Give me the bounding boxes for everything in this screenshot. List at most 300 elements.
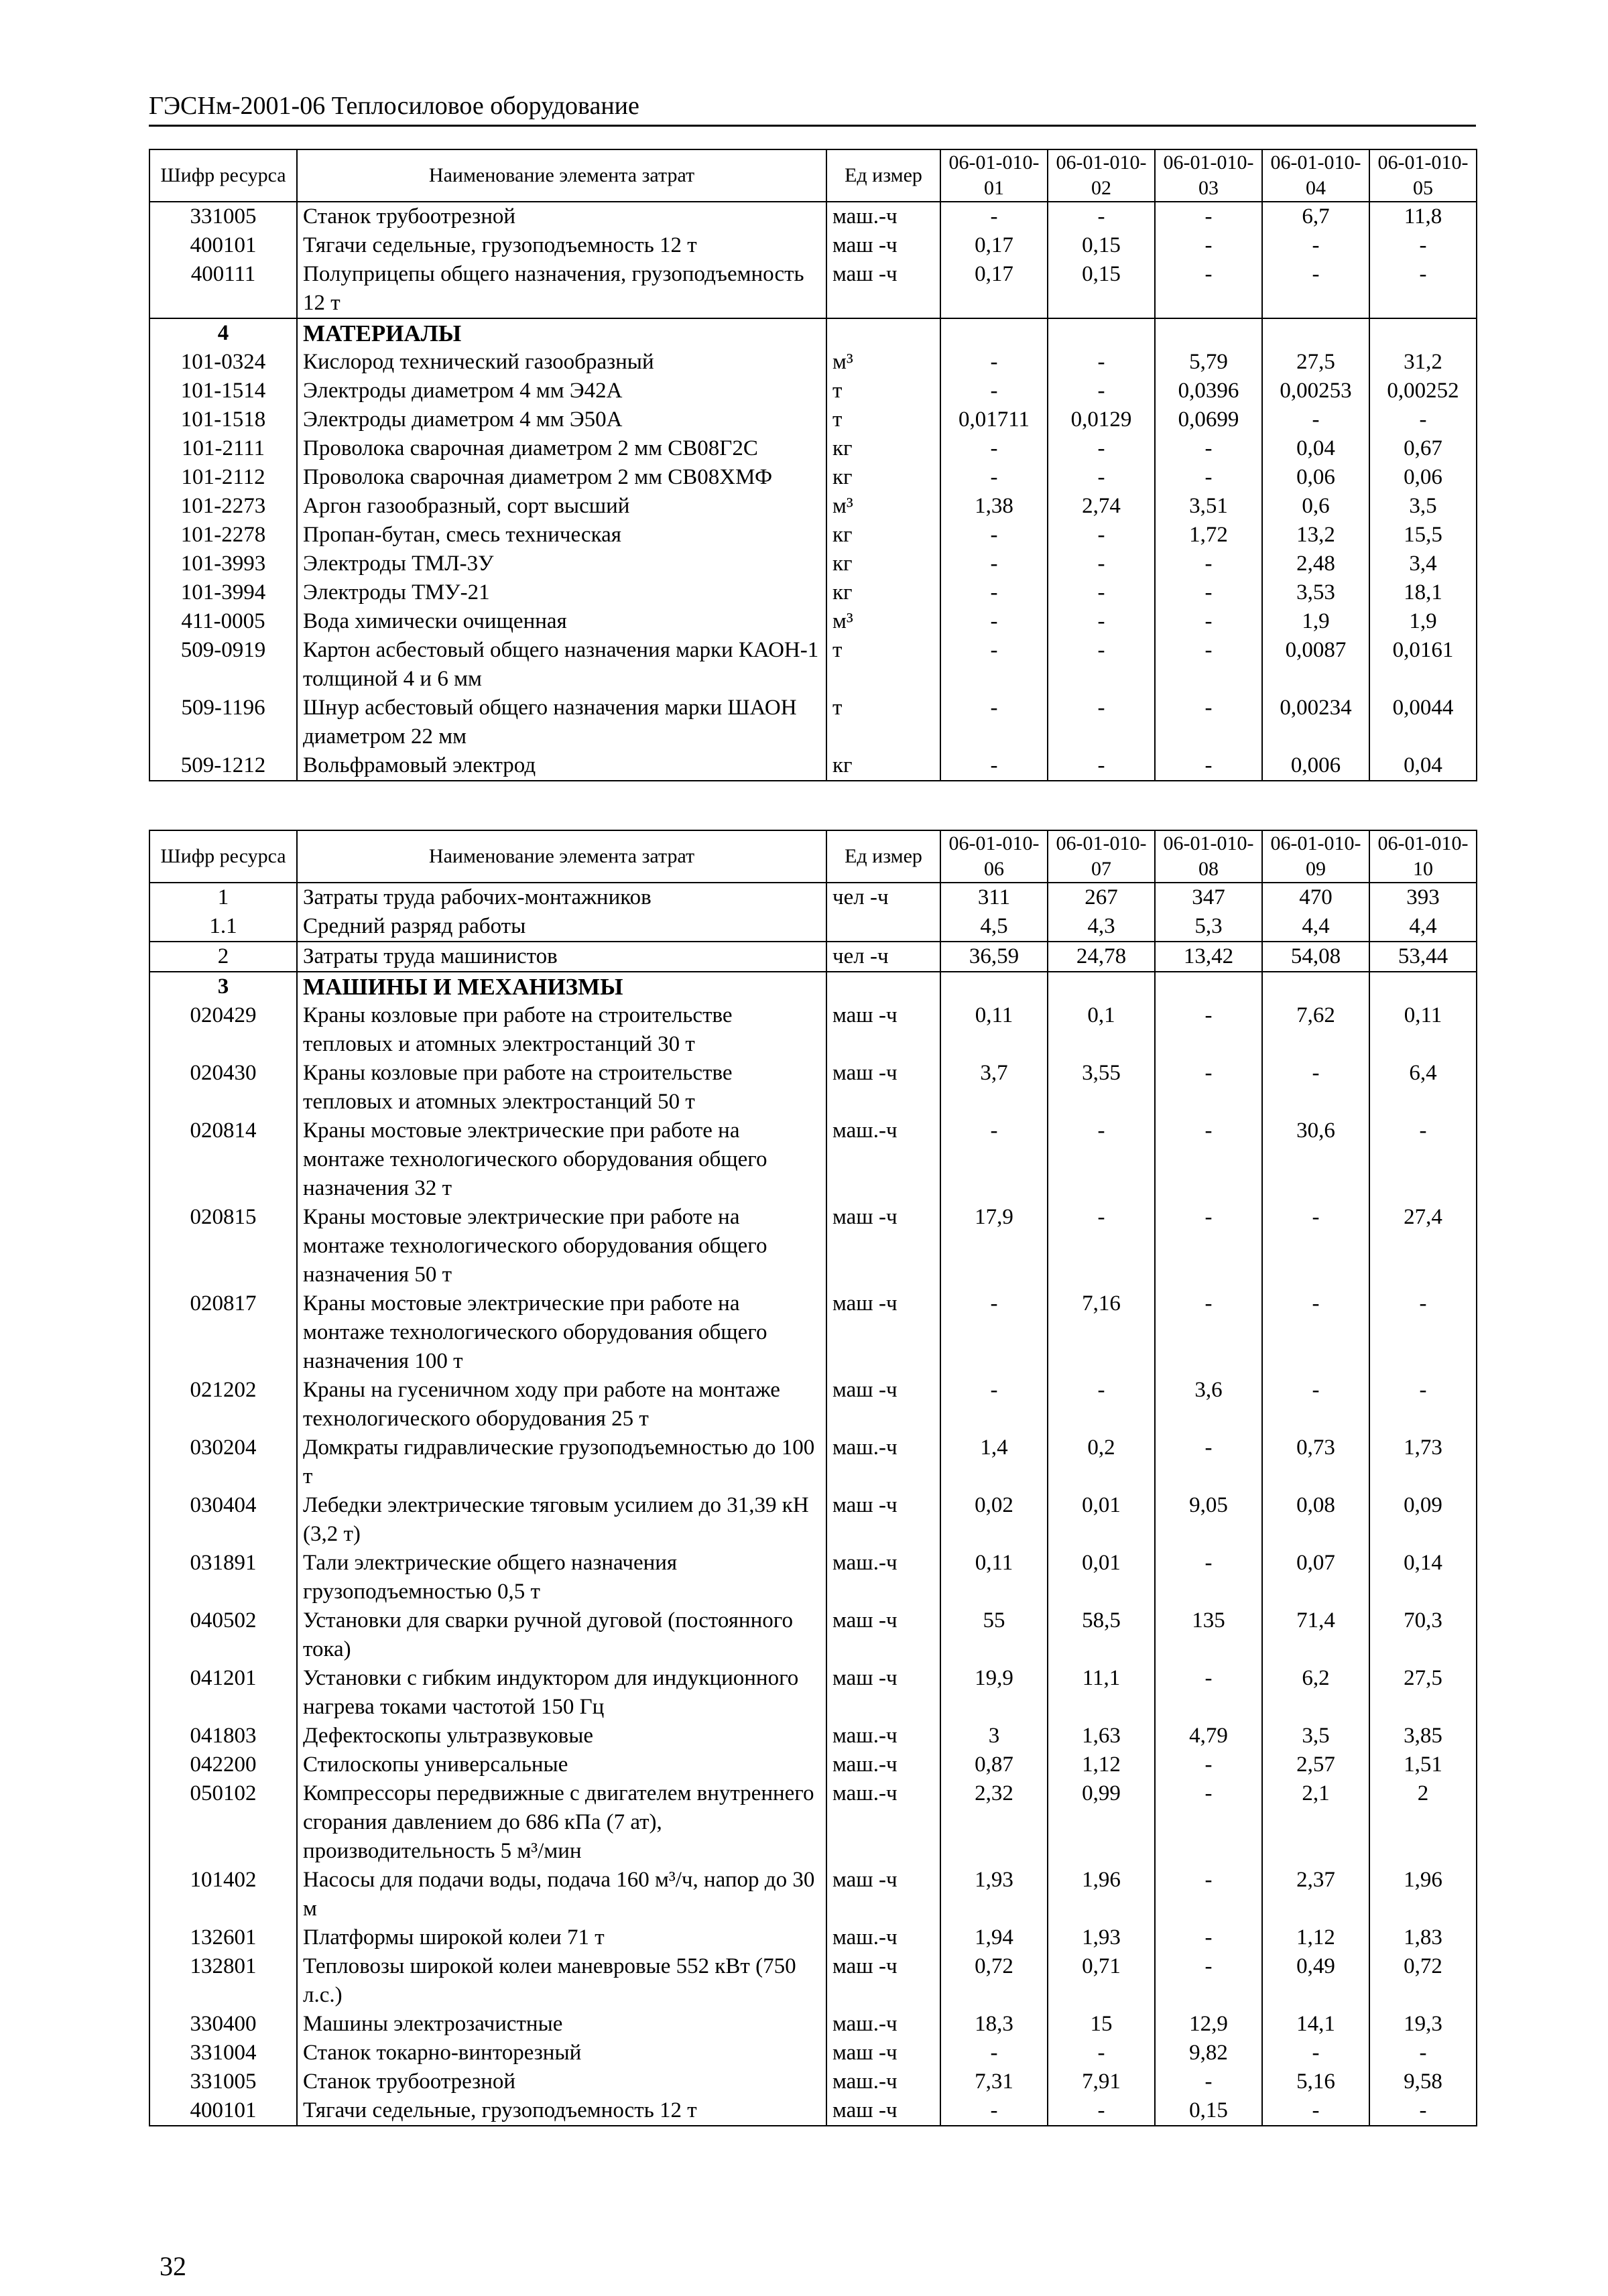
value-cell: 0,01 <box>1048 1491 1155 1549</box>
unit-cell: чел -ч <box>826 942 940 972</box>
unit-cell: кг <box>826 434 940 463</box>
value-cell: - <box>940 1289 1048 1376</box>
value-cell: 9,82 <box>1155 2039 1262 2067</box>
table-row <box>149 405 1477 434</box>
value-cell: 0,73 <box>1262 1433 1369 1491</box>
value-cell: 36,59 <box>940 942 1048 972</box>
unit-cell: маш.-ч <box>826 1117 940 1203</box>
value-cell: 0,72 <box>940 1952 1048 2010</box>
table-row <box>149 1779 1477 1866</box>
column-header: 06-01-010-03 <box>1155 149 1262 202</box>
value-cell: 0,0161 <box>1369 636 1477 694</box>
value-cell: 1,72 <box>1155 521 1262 550</box>
value-cell: - <box>1155 607 1262 636</box>
value-cell: 13,42 <box>1155 942 1262 972</box>
resource-name-cell: Затраты труда рабочих-монтажников <box>297 883 826 912</box>
resource-code-cell: 3 <box>149 972 297 1001</box>
value-cell: - <box>1155 1750 1262 1779</box>
table-row <box>149 1001 1477 1059</box>
value-cell: - <box>1048 348 1155 377</box>
value-cell: 14,1 <box>1262 2010 1369 2039</box>
value-cell: 0,72 <box>1369 1952 1477 2010</box>
value-cell: 1,12 <box>1262 1923 1369 1952</box>
resource-code-cell: 101-3993 <box>149 550 297 578</box>
unit-cell <box>826 318 940 348</box>
value-cell: 11,8 <box>1369 202 1477 231</box>
value-cell: 19,3 <box>1369 2010 1477 2039</box>
value-cell: 0,0129 <box>1048 405 1155 434</box>
table-row <box>149 1289 1477 1376</box>
value-cell <box>1048 318 1155 348</box>
value-cell: - <box>940 202 1048 231</box>
value-cell: - <box>940 434 1048 463</box>
value-cell: 1,96 <box>1369 1866 1477 1923</box>
unit-cell: маш -ч <box>826 1606 940 1664</box>
resource-name-cell: Тали электрические общего назначения грузоподъемностью 0,5 т <box>297 1549 826 1606</box>
resource-name-cell: Пропан-бутан, смесь техническая <box>297 521 826 550</box>
value-cell: 4,3 <box>1048 912 1155 942</box>
resource-code-cell: 101-2273 <box>149 492 297 521</box>
unit-cell: маш.-ч <box>826 202 940 231</box>
column-header: 06-01-010-01 <box>940 149 1048 202</box>
unit-cell <box>826 972 940 1001</box>
resource-code-cell: 1 <box>149 883 297 912</box>
value-cell: - <box>1048 607 1155 636</box>
resource-code-cell: 031891 <box>149 1549 297 1606</box>
page-title: ГЭСНм-2001-06 Теплосиловое оборудование <box>149 92 639 120</box>
value-cell: 4,79 <box>1155 1722 1262 1750</box>
value-cell: 3 <box>940 1722 1048 1750</box>
table-row <box>149 348 1477 377</box>
value-cell: - <box>1048 1376 1155 1433</box>
value-cell: 1,9 <box>1262 607 1369 636</box>
table-row <box>149 492 1477 521</box>
value-cell: - <box>1369 405 1477 434</box>
resource-code-cell: 030404 <box>149 1491 297 1549</box>
value-cell <box>1262 972 1369 1001</box>
value-cell: - <box>1155 1289 1262 1376</box>
resource-name-cell: Средний разряд работы <box>297 912 826 942</box>
unit-cell: маш -ч <box>826 1001 940 1059</box>
value-cell: - <box>1048 578 1155 607</box>
value-cell <box>940 318 1048 348</box>
table-row <box>149 912 1477 942</box>
resource-name-cell: Полуприцепы общего назначения, грузоподъемность 12 т <box>297 260 826 318</box>
table-row <box>149 694 1477 751</box>
table-row <box>149 260 1477 318</box>
value-cell: - <box>1262 1376 1369 1433</box>
value-cell: 0,04 <box>1262 434 1369 463</box>
resource-code-cell: 020429 <box>149 1001 297 1059</box>
table-row <box>149 1664 1477 1722</box>
table-row <box>149 1866 1477 1923</box>
value-cell: 0,87 <box>940 1750 1048 1779</box>
value-cell: 0,15 <box>1048 231 1155 260</box>
unit-cell: т <box>826 405 940 434</box>
unit-cell: маш.-ч <box>826 1779 940 1866</box>
unit-cell: маш.-ч <box>826 1433 940 1491</box>
resource-name-cell: Проволока сварочная диаметром 2 мм СВ08ХМФ <box>297 463 826 492</box>
table-row <box>149 883 1477 912</box>
unit-cell: маш.-ч <box>826 1549 940 1606</box>
value-cell: 13,2 <box>1262 521 1369 550</box>
value-cell <box>940 972 1048 1001</box>
table-row <box>149 1117 1477 1203</box>
value-cell: - <box>1048 694 1155 751</box>
resource-code-cell: 041201 <box>149 1664 297 1722</box>
table-row <box>149 1491 1477 1549</box>
value-cell: - <box>1369 2039 1477 2067</box>
unit-cell: м³ <box>826 348 940 377</box>
value-cell: - <box>940 2039 1048 2067</box>
value-cell: 71,4 <box>1262 1606 1369 1664</box>
value-cell: 6,4 <box>1369 1059 1477 1117</box>
value-cell: - <box>940 550 1048 578</box>
table-row <box>149 942 1477 972</box>
value-cell: - <box>1155 2067 1262 2096</box>
value-cell: - <box>1048 434 1155 463</box>
resource-code-cell: 021202 <box>149 1376 297 1433</box>
value-cell: - <box>1155 1779 1262 1866</box>
value-cell: 1,4 <box>940 1433 1048 1491</box>
value-cell: - <box>1048 751 1155 781</box>
value-cell: 1,38 <box>940 492 1048 521</box>
resource-code-cell: 400101 <box>149 2096 297 2126</box>
value-cell: - <box>1155 260 1262 318</box>
table-row <box>149 231 1477 260</box>
value-cell: 7,91 <box>1048 2067 1155 2096</box>
resource-name-cell: Краны козловые при работе на строительстве тепловых и атомных электростанций 30 т <box>297 1001 826 1059</box>
resource-name-cell: Электроды диаметром 4 мм Э42А <box>297 377 826 405</box>
value-cell: - <box>1048 2039 1155 2067</box>
resource-name-cell: Электроды диаметром 4 мм Э50А <box>297 405 826 434</box>
table-row <box>149 2039 1477 2067</box>
value-cell: - <box>1048 1203 1155 1289</box>
value-cell: - <box>1155 231 1262 260</box>
value-cell: - <box>1155 1433 1262 1491</box>
value-cell: 4,4 <box>1262 912 1369 942</box>
resource-code-cell: 509-1212 <box>149 751 297 781</box>
value-cell: - <box>1369 1117 1477 1203</box>
value-cell: 58,5 <box>1048 1606 1155 1664</box>
table-row <box>149 1722 1477 1750</box>
resource-code-cell: 101402 <box>149 1866 297 1923</box>
unit-cell: маш.-ч <box>826 2067 940 2096</box>
page-header <box>149 91 1476 127</box>
resource-code-cell: 042200 <box>149 1750 297 1779</box>
value-cell: 0,00253 <box>1262 377 1369 405</box>
value-cell: 1,96 <box>1048 1866 1155 1923</box>
resource-name-cell: Электроды ТМЛ-3У <box>297 550 826 578</box>
value-cell: 0,09 <box>1369 1491 1477 1549</box>
table-row <box>149 550 1477 578</box>
table-row <box>149 607 1477 636</box>
table-row <box>149 463 1477 492</box>
value-cell: 9,58 <box>1369 2067 1477 2096</box>
value-cell: 27,4 <box>1369 1203 1477 1289</box>
column-header: 06-01-010-10 <box>1369 830 1477 883</box>
value-cell: 5,3 <box>1155 912 1262 942</box>
resource-code-cell: 050102 <box>149 1779 297 1866</box>
resource-code-cell: 101-0324 <box>149 348 297 377</box>
value-cell: 267 <box>1048 883 1155 912</box>
unit-cell: маш -ч <box>826 2039 940 2067</box>
value-cell: 53,44 <box>1369 942 1477 972</box>
value-cell: 3,51 <box>1155 492 1262 521</box>
value-cell: - <box>1155 1664 1262 1722</box>
unit-cell: маш.-ч <box>826 2010 940 2039</box>
value-cell: 1,93 <box>940 1866 1048 1923</box>
resource-name-cell: Лебедки электрические тяговым усилием до 31,39 кН (3,2 т) <box>297 1491 826 1549</box>
value-cell: 6,7 <box>1262 202 1369 231</box>
column-header: Наименование элемента затрат <box>297 149 826 202</box>
resource-code-cell: 331004 <box>149 2039 297 2067</box>
value-cell: 1,93 <box>1048 1923 1155 1952</box>
value-cell: 0,07 <box>1262 1549 1369 1606</box>
value-cell: - <box>1155 751 1262 781</box>
resource-name-cell: Электроды ТМУ-21 <box>297 578 826 607</box>
value-cell: 70,3 <box>1369 1606 1477 1664</box>
column-header: 06-01-010-08 <box>1155 830 1262 883</box>
value-cell: 0,0396 <box>1155 377 1262 405</box>
unit-cell: маш -ч <box>826 1491 940 1549</box>
column-header: 06-01-010-06 <box>940 830 1048 883</box>
value-cell: 0,02 <box>940 1491 1048 1549</box>
value-cell: - <box>940 607 1048 636</box>
resource-code-cell: 020430 <box>149 1059 297 1117</box>
table-row <box>149 2010 1477 2039</box>
resource-name-cell: МАШИНЫ И МЕХАНИЗМЫ <box>297 972 826 1001</box>
value-cell: - <box>1155 1059 1262 1117</box>
unit-cell: маш.-ч <box>826 1923 940 1952</box>
value-cell: - <box>1155 202 1262 231</box>
table-row <box>149 1750 1477 1779</box>
table-row <box>149 1952 1477 2010</box>
value-cell: 1,94 <box>940 1923 1048 1952</box>
table-row <box>149 1203 1477 1289</box>
resource-name-cell: Насосы для подачи воды, подача 160 м³/ч, напор до 30 м <box>297 1866 826 1923</box>
value-cell: - <box>940 636 1048 694</box>
value-cell: 2,1 <box>1262 1779 1369 1866</box>
resource-code-cell: 1.1 <box>149 912 297 942</box>
unit-cell <box>826 912 940 942</box>
value-cell: 5,16 <box>1262 2067 1369 2096</box>
value-cell: - <box>1048 550 1155 578</box>
resource-name-cell: Машины электрозачистные <box>297 2010 826 2039</box>
column-header: Ед измер <box>826 830 940 883</box>
value-cell: 0,0044 <box>1369 694 1477 751</box>
table-row <box>149 751 1477 781</box>
value-cell: - <box>940 521 1048 550</box>
column-header: Шифр ресурса <box>149 149 297 202</box>
resource-name-cell: Затраты труда машинистов <box>297 942 826 972</box>
resource-code-cell: 041803 <box>149 1722 297 1750</box>
value-cell <box>1369 972 1477 1001</box>
value-cell: 0,00252 <box>1369 377 1477 405</box>
value-cell: - <box>1048 636 1155 694</box>
value-cell: 0,11 <box>940 1549 1048 1606</box>
value-cell: 0,0699 <box>1155 405 1262 434</box>
page-number: 32 <box>160 2251 186 2281</box>
value-cell: 0,17 <box>940 260 1048 318</box>
value-cell: - <box>1155 578 1262 607</box>
table-row <box>149 1376 1477 1433</box>
value-cell: 27,5 <box>1369 1664 1477 1722</box>
section-row <box>149 318 1477 348</box>
value-cell: - <box>1155 636 1262 694</box>
unit-cell: маш -ч <box>826 1664 940 1722</box>
value-cell <box>1155 972 1262 1001</box>
resource-code-cell: 330400 <box>149 2010 297 2039</box>
resource-code-cell: 101-3994 <box>149 578 297 607</box>
table-row <box>149 636 1477 694</box>
value-cell: 0,2 <box>1048 1433 1155 1491</box>
resource-name-cell: Установки с гибким индуктором для индукционного нагрева токами частотой 150 Гц <box>297 1664 826 1722</box>
resource-code-cell: 509-0919 <box>149 636 297 694</box>
table-row <box>149 521 1477 550</box>
resource-name-cell: Кислород технический газообразный <box>297 348 826 377</box>
value-cell: 0,00234 <box>1262 694 1369 751</box>
value-cell: 0,11 <box>1369 1001 1477 1059</box>
value-cell: - <box>1262 2039 1369 2067</box>
resource-name-cell: Компрессоры передвижные с двигателем внутреннего сгорания давлением до 686 кПа (7 ат), производительность 5 м³/мин <box>297 1779 826 1866</box>
value-cell: - <box>1262 1289 1369 1376</box>
resource-code-cell: 101-2112 <box>149 463 297 492</box>
value-cell: 470 <box>1262 883 1369 912</box>
value-cell: - <box>1048 463 1155 492</box>
resource-name-cell: МАТЕРИАЛЫ <box>297 318 826 348</box>
table-row <box>149 1059 1477 1117</box>
value-cell: 2,48 <box>1262 550 1369 578</box>
resource-name-cell: Картон асбестовый общего назначения марки КАОН-1 толщиной 4 и 6 мм <box>297 636 826 694</box>
resource-code-cell: 400101 <box>149 231 297 260</box>
value-cell: 2,32 <box>940 1779 1048 1866</box>
value-cell: 27,5 <box>1262 348 1369 377</box>
unit-cell: маш -ч <box>826 1289 940 1376</box>
value-cell: 1,12 <box>1048 1750 1155 1779</box>
resource-name-cell: Краны мостовые электрические при работе на монтаже технологического оборудования общего назначения 100 т <box>297 1289 826 1376</box>
resource-name-cell: Домкраты гидравлические грузоподъемностью до 100 т <box>297 1433 826 1491</box>
value-cell: - <box>1155 1117 1262 1203</box>
resource-name-cell: Станок трубоотрезной <box>297 202 826 231</box>
table-row <box>149 2096 1477 2126</box>
column-header: Шифр ресурса <box>149 830 297 883</box>
unit-cell: т <box>826 694 940 751</box>
resource-code-cell: 101-1518 <box>149 405 297 434</box>
resource-name-cell: Краны на гусеничном ходу при работе на монтаже технологического оборудования 25 т <box>297 1376 826 1433</box>
value-cell: 1,63 <box>1048 1722 1155 1750</box>
value-cell: 0,04 <box>1369 751 1477 781</box>
resource-name-cell: Тепловозы широкой колеи маневровые 552 кВт (750 л.с.) <box>297 1952 826 2010</box>
value-cell <box>1155 318 1262 348</box>
value-cell: 0,0087 <box>1262 636 1369 694</box>
value-cell: - <box>940 377 1048 405</box>
resource-code-cell: 101-2111 <box>149 434 297 463</box>
value-cell: - <box>940 694 1048 751</box>
table-body-1 <box>149 202 1477 781</box>
value-cell <box>1048 972 1155 1001</box>
resource-code-cell: 331005 <box>149 2067 297 2096</box>
value-cell: 3,6 <box>1155 1376 1262 1433</box>
value-cell: 2,37 <box>1262 1866 1369 1923</box>
value-cell: - <box>940 578 1048 607</box>
value-cell: 3,7 <box>940 1059 1048 1117</box>
value-cell <box>1369 318 1477 348</box>
unit-cell: маш -ч <box>826 2096 940 2126</box>
value-cell: - <box>1155 1866 1262 1923</box>
value-cell: - <box>1262 1059 1369 1117</box>
value-cell: - <box>1262 2096 1369 2126</box>
value-cell: 311 <box>940 883 1048 912</box>
value-cell: - <box>1048 521 1155 550</box>
value-cell: - <box>1155 550 1262 578</box>
table-row <box>149 1606 1477 1664</box>
resource-name-cell: Стилоскопы универсальные <box>297 1750 826 1779</box>
resource-code-cell: 030204 <box>149 1433 297 1491</box>
value-cell: - <box>1155 1203 1262 1289</box>
table-row <box>149 578 1477 607</box>
value-cell: 0,06 <box>1369 463 1477 492</box>
value-cell: 0,67 <box>1369 434 1477 463</box>
table-header-row <box>149 830 1477 883</box>
column-header: 06-01-010-07 <box>1048 830 1155 883</box>
resource-name-cell: Установки для сварки ручной дуговой (постоянного тока) <box>297 1606 826 1664</box>
resource-code-cell: 020817 <box>149 1289 297 1376</box>
unit-cell: м³ <box>826 492 940 521</box>
value-cell: 0,17 <box>940 231 1048 260</box>
unit-cell: маш.-ч <box>826 1722 940 1750</box>
resource-name-cell: Станок токарно-винторезный <box>297 2039 826 2067</box>
value-cell: 0,01711 <box>940 405 1048 434</box>
value-cell: 24,78 <box>1048 942 1155 972</box>
value-cell: 5,79 <box>1155 348 1262 377</box>
value-cell: 3,85 <box>1369 1722 1477 1750</box>
resource-code-cell: 101-2278 <box>149 521 297 550</box>
value-cell: 0,14 <box>1369 1549 1477 1606</box>
value-cell: - <box>1369 2096 1477 2126</box>
value-cell: 0,1 <box>1048 1001 1155 1059</box>
value-cell: 2,74 <box>1048 492 1155 521</box>
value-cell: - <box>1155 1001 1262 1059</box>
value-cell: 1,51 <box>1369 1750 1477 1779</box>
resource-code-cell: 331005 <box>149 202 297 231</box>
resource-name-cell: Краны мостовые электрические при работе на монтаже технологического оборудования общего назначения 32 т <box>297 1117 826 1203</box>
value-cell: 1,73 <box>1369 1433 1477 1491</box>
value-cell: 11,1 <box>1048 1664 1155 1722</box>
resource-code-cell: 040502 <box>149 1606 297 1664</box>
resource-code-cell: 132801 <box>149 1952 297 2010</box>
value-cell: 17,9 <box>940 1203 1048 1289</box>
resource-code-cell: 4 <box>149 318 297 348</box>
unit-cell: т <box>826 636 940 694</box>
value-cell: - <box>1155 434 1262 463</box>
unit-cell: т <box>826 377 940 405</box>
table-body-2 <box>149 883 1477 2126</box>
value-cell: 0,006 <box>1262 751 1369 781</box>
value-cell: 0,01 <box>1048 1549 1155 1606</box>
value-cell: - <box>1048 202 1155 231</box>
value-cell: 7,31 <box>940 2067 1048 2096</box>
resource-name-cell: Краны козловые при работе на строительстве тепловых и атомных электростанций 50 т <box>297 1059 826 1117</box>
value-cell: - <box>940 1376 1048 1433</box>
value-cell: 30,6 <box>1262 1117 1369 1203</box>
value-cell: - <box>940 1117 1048 1203</box>
value-cell: - <box>940 348 1048 377</box>
resource-name-cell: Аргон газообразный, сорт высший <box>297 492 826 521</box>
resource-name-cell: Станок трубоотрезной <box>297 2067 826 2096</box>
value-cell: 18,3 <box>940 2010 1048 2039</box>
table-row <box>149 202 1477 231</box>
